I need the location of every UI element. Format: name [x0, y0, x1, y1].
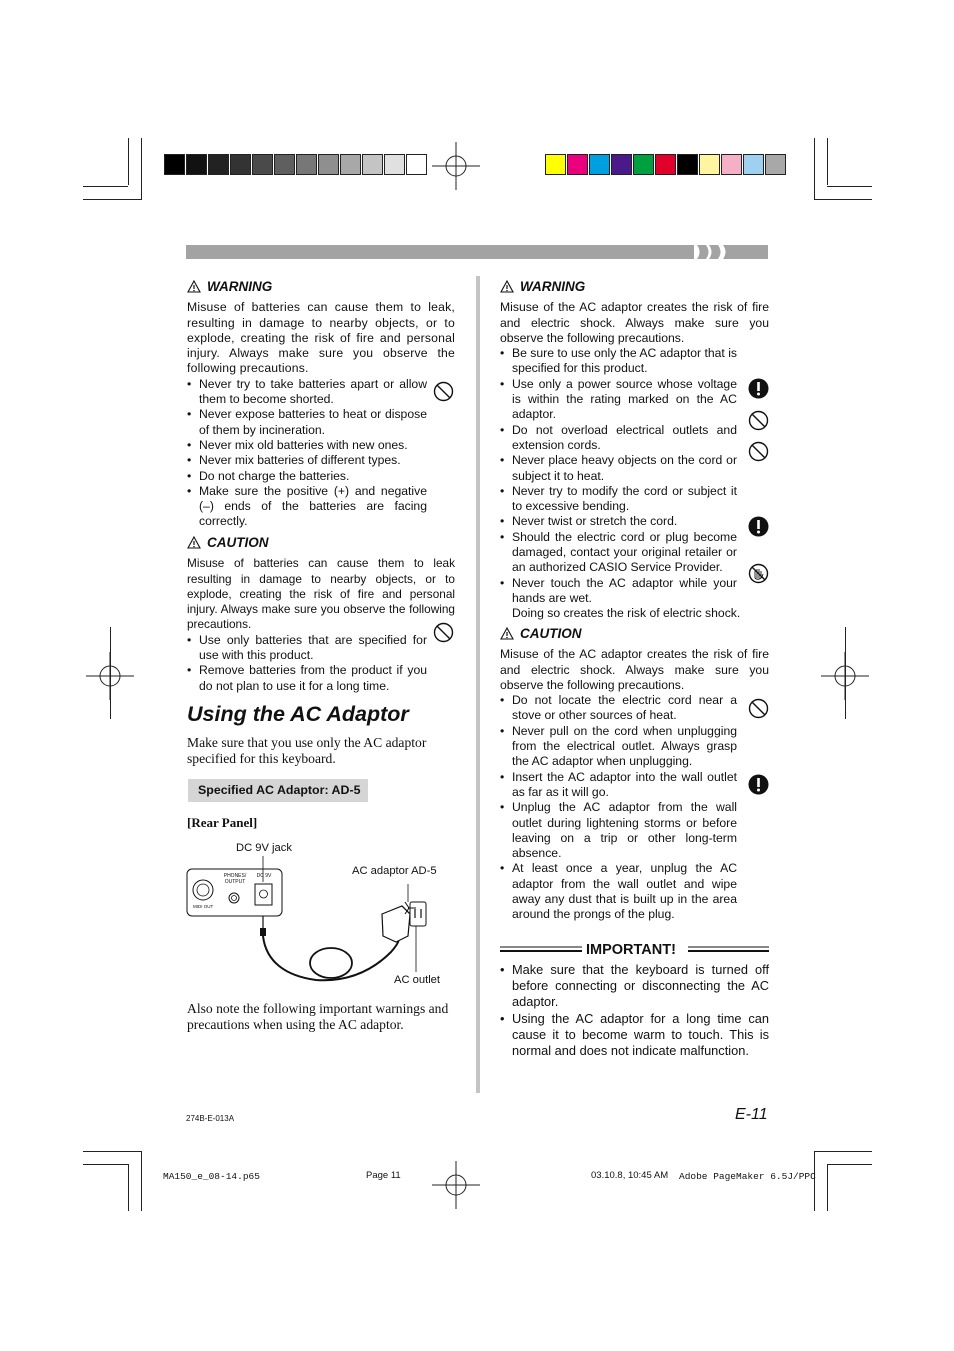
- warning-heading-text: WARNING: [520, 279, 586, 294]
- list-item: • Do not locate the electric cord near a stove or other sources of heat.: [500, 693, 737, 724]
- color-swatch: [677, 154, 698, 175]
- page-label: Page 11: [366, 1170, 401, 1181]
- closing-note: Also note the following important warnings and precautions when using the AC adaptor.: [187, 1001, 449, 1032]
- color-calibration-bar: [545, 154, 787, 175]
- crop-mark: [141, 1151, 142, 1211]
- list-item: • Do not overload electrical outlets and extension cords.: [500, 423, 737, 454]
- list-item: • Use only batteries that are specified for use with this product.: [187, 633, 427, 664]
- list-item: • Never mix old batteries with new ones.: [187, 438, 427, 453]
- important-list: [500, 962, 769, 1059]
- list-item: • Do not charge the batteries.: [187, 469, 427, 484]
- color-swatch: [589, 154, 610, 175]
- caution-intro: Misuse of the AC adaptor creates the risk of fire and electric shock. Always make sure you observe the following precautions.: [500, 647, 769, 692]
- adaptor-caution-section: [500, 626, 769, 923]
- caution-intro: Misuse of batteries can cause them to leak resulting in damage to nearby objects, or to explode, creating the risk of fire and personal injury. Always make sure you observe the following precautions.: [187, 556, 455, 632]
- crop-mark: [83, 1151, 141, 1152]
- caution-heading-text: CAUTION: [520, 626, 582, 641]
- color-swatch: [743, 154, 764, 175]
- list-item: • Never twist or stretch the cord.: [500, 514, 737, 529]
- color-swatch: [545, 154, 566, 175]
- list-item: • At least once a year, unplug the AC adaptor from the wall outlet and wipe away any dust that is built up in the area around the prongs of the plug.: [500, 861, 737, 922]
- crop-mark: [141, 138, 142, 200]
- mandatory-action-icon: [748, 516, 769, 537]
- caution-heading: [500, 626, 769, 641]
- color-swatch: [318, 154, 339, 175]
- color-swatch: [186, 154, 207, 175]
- list-item: • Make sure that the keyboard is turned off before connecting or disconnecting the AC adaptor.: [500, 962, 769, 1011]
- color-swatch: [699, 154, 720, 175]
- adaptor-label: AC adaptor AD-5: [352, 865, 437, 877]
- outlet-label: AC outlet: [394, 974, 441, 986]
- dc-jack-label: DC 9V jack: [236, 842, 292, 854]
- caution-list: [187, 633, 427, 694]
- warning-intro: Misuse of the AC adaptor creates the risk of fire and electric shock. Always make sure you observe the following precautions.: [500, 300, 769, 345]
- list-item: • Remove batteries from the product if you do not plan to use it for a long time.: [187, 663, 427, 694]
- warning-list: [500, 346, 737, 606]
- document-code: 274B-E-013A: [186, 1114, 235, 1123]
- spec-label: Specified AC Adaptor: AD-5: [188, 779, 368, 802]
- no-wet-hands-icon: [748, 563, 769, 584]
- list-item: • Insert the AC adaptor into the wall outlet as far as it will go.: [500, 770, 737, 801]
- crop-mark: [83, 186, 128, 187]
- column-divider: [476, 276, 480, 1093]
- list-item: • Never mix batteries of different types.: [187, 453, 427, 468]
- registration-mark-icon: [432, 1161, 480, 1209]
- caution-heading-text: CAUTION: [207, 535, 269, 550]
- list-item: • Never try to modify the cord or subject it to excessive bending.: [500, 484, 737, 515]
- crop-mark: [128, 138, 129, 185]
- color-swatch: [296, 154, 317, 175]
- crop-mark: [827, 186, 872, 187]
- list-item: • Be sure to use only the AC adaptor that is specified for this product.: [500, 346, 737, 377]
- warning-intro: Misuse of batteries can cause them to leak, resulting in damage to nearby objects, or to explode, creating the risk of fire and personal injury. Always make sure you observe the following precautions.: [187, 300, 455, 376]
- list-item: • Unplug the AC adaptor from the wall outlet during lightening storms or before leaving on a trip or other long-term absence.: [500, 800, 737, 861]
- prohibition-icon: [433, 381, 454, 402]
- list-item: • Use only a power source whose voltage is within the rating marked on the AC adaptor.: [500, 377, 737, 423]
- color-swatch: [208, 154, 229, 175]
- section-intro: Make sure that you use only the AC adaptor specified for this keyboard.: [187, 735, 427, 766]
- header-bar: [186, 245, 768, 259]
- list-item: • Using the AC adaptor for a long time can cause it to become warm to touch. This is normal and does not indicate malfunction.: [500, 1011, 769, 1060]
- page-number: E-11: [735, 1106, 768, 1123]
- section-title: Using the AC Adaptor: [187, 702, 409, 726]
- caution-heading: [187, 535, 455, 550]
- crop-mark: [83, 199, 141, 200]
- warning-triangle-icon: [187, 280, 201, 293]
- color-swatch: [611, 154, 632, 175]
- crop-mark: [83, 1164, 128, 1165]
- warning-heading: [500, 279, 769, 294]
- caution-triangle-icon: [500, 627, 514, 640]
- registration-mark-icon: [432, 142, 480, 190]
- dc9v-label: DC 9V: [256, 873, 272, 879]
- prohibition-icon: [433, 622, 454, 643]
- gray-calibration-bar: [164, 154, 428, 175]
- adaptor-warning-section: [500, 279, 769, 622]
- rear-panel-label: [Rear Panel]: [187, 815, 258, 830]
- color-swatch: [406, 154, 427, 175]
- color-swatch: [340, 154, 361, 175]
- color-swatch: [164, 154, 185, 175]
- color-swatch: [567, 154, 588, 175]
- warning-triangle-icon: [500, 280, 514, 293]
- phones-label: PHONES/ OUTPUT: [223, 873, 247, 885]
- color-swatch: [633, 154, 654, 175]
- crop-mark: [845, 627, 846, 719]
- list-item: • Should the electric cord or plug become damaged, contact your original retailer or an authorized CASIO Service Provider.: [500, 530, 737, 576]
- list-item: • Never try to take batteries apart or allow them to become shorted.: [187, 377, 427, 408]
- list-item: • Never pull on the cord when unplugging from the electrical outlet. Always grasp the AC adaptor when unplugging.: [500, 724, 737, 770]
- print-date: 03.10.8, 10:45 AM: [591, 1170, 669, 1181]
- ac-adaptor-diagram: [186, 852, 441, 982]
- prohibition-icon: [748, 410, 769, 431]
- list-item: • Make sure the positive (+) and negative (–) ends of the batteries are facing correctly.: [187, 484, 427, 530]
- list-item: • Never place heavy objects on the cord or subject it to heat.: [500, 453, 737, 484]
- color-swatch: [362, 154, 383, 175]
- app-name: Adobe PageMaker 6.5J/PPC: [679, 1171, 816, 1182]
- crop-mark: [827, 1164, 828, 1211]
- crop-mark: [814, 138, 815, 200]
- mandatory-action-icon: [748, 378, 769, 399]
- color-swatch: [384, 154, 405, 175]
- prohibition-icon: [748, 698, 769, 719]
- crop-mark: [110, 627, 111, 719]
- color-swatch: [252, 154, 273, 175]
- crop-mark: [814, 199, 872, 200]
- prohibition-icon: [748, 441, 769, 462]
- midi-label: MIDI OUT: [193, 904, 214, 909]
- crop-mark: [827, 1164, 872, 1165]
- caution-list: [500, 693, 737, 922]
- list-item: • Never touch the AC adaptor while your hands are wet.: [500, 576, 737, 607]
- important-section: [500, 962, 769, 1059]
- crop-mark: [128, 1164, 129, 1211]
- color-swatch: [655, 154, 676, 175]
- mandatory-action-icon: [748, 774, 769, 795]
- battery-caution-section: [187, 535, 455, 694]
- warning-list: [187, 377, 427, 530]
- warning-extra: Doing so creates the risk of electric shock.: [512, 606, 741, 621]
- battery-warning-section: [187, 279, 455, 530]
- color-swatch: [721, 154, 742, 175]
- caution-triangle-icon: [187, 536, 201, 549]
- crop-mark: [827, 138, 828, 185]
- crop-mark: [814, 1151, 872, 1152]
- color-swatch: [765, 154, 786, 175]
- important-heading: IMPORTANT!: [586, 942, 676, 958]
- list-item: • Never expose batteries to heat or dispose of them by incineration.: [187, 407, 427, 438]
- warning-heading-text: WARNING: [207, 279, 273, 294]
- color-swatch: [230, 154, 251, 175]
- file-name: MA150_e_08-14.p65: [163, 1171, 260, 1182]
- warning-heading: [187, 279, 455, 294]
- color-swatch: [274, 154, 295, 175]
